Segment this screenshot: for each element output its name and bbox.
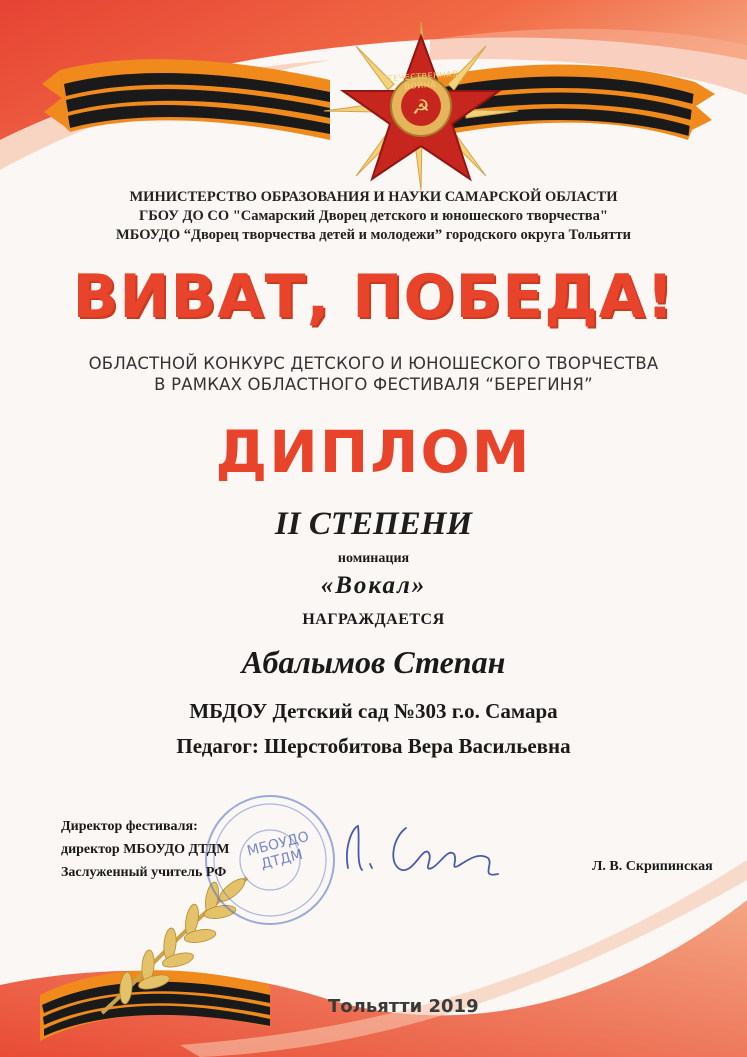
degree: II СТЕПЕНИ xyxy=(274,506,473,542)
stamp-label: МБОУДО ДТДМ xyxy=(245,828,311,873)
left-ribbon xyxy=(42,59,330,140)
ministry-line-3: МБОУДО “Дворец творчества детей и молодежи” городского округа Тольятти xyxy=(116,227,631,243)
signature xyxy=(318,808,538,898)
emblem-label: ОТЕЧЕСТВЕННАЯ ВОЙНА xyxy=(380,69,459,92)
director-line-1: Директор фестиваля: xyxy=(61,819,198,834)
nomination-label: номинация xyxy=(337,551,410,566)
ministry-line-2: ГБОУ ДО СО "Самарский Дворец детского и юношеского творчества" xyxy=(139,208,608,224)
nomination: «Вокал» xyxy=(320,572,427,599)
city-year: Тольятти 2019 xyxy=(328,996,479,1017)
event-title: ВИВАТ, ПОБЕДА! xyxy=(72,262,675,332)
signer-name: Л. В. Скрипинская xyxy=(592,859,713,874)
school-name: МБДОУ Детский сад №303 г.о. Самара xyxy=(189,699,558,723)
ministry-header xyxy=(0,188,747,245)
awarded-label: НАГРАЖДАЕТСЯ xyxy=(302,611,445,628)
ministry-line-1: МИНИСТЕРСТВО ОБРАЗОВАНИЯ И НАУКИ САМАРСКОЙ ОБЛАСТИ xyxy=(129,189,618,205)
contest-line-2: В РАМКАХ ОБЛАСТНОГО ФЕСТИВАЛЯ “БЕРЕГИНЯ” xyxy=(154,375,593,394)
director-line-3: Заслуженный учитель РФ xyxy=(61,865,227,880)
director-line-2: директор МБОУДО ДТДМ xyxy=(61,842,230,857)
recipient-name: Абалымов Степан xyxy=(241,644,506,680)
svg-text:☭: ☭ xyxy=(412,95,430,119)
contest-description xyxy=(0,353,747,395)
diploma-heading: ДИПЛОМ xyxy=(215,418,532,486)
teacher-name: Педагог: Шерстобитова Вера Васильевна xyxy=(176,734,571,758)
director-block xyxy=(61,815,230,884)
contest-line-1: ОБЛАСТНОЙ КОНКУРС ДЕТСКОГО И ЮНОШЕСКОГО ТВОРЧЕСТВА xyxy=(88,354,659,373)
order-star-icon xyxy=(316,16,526,196)
